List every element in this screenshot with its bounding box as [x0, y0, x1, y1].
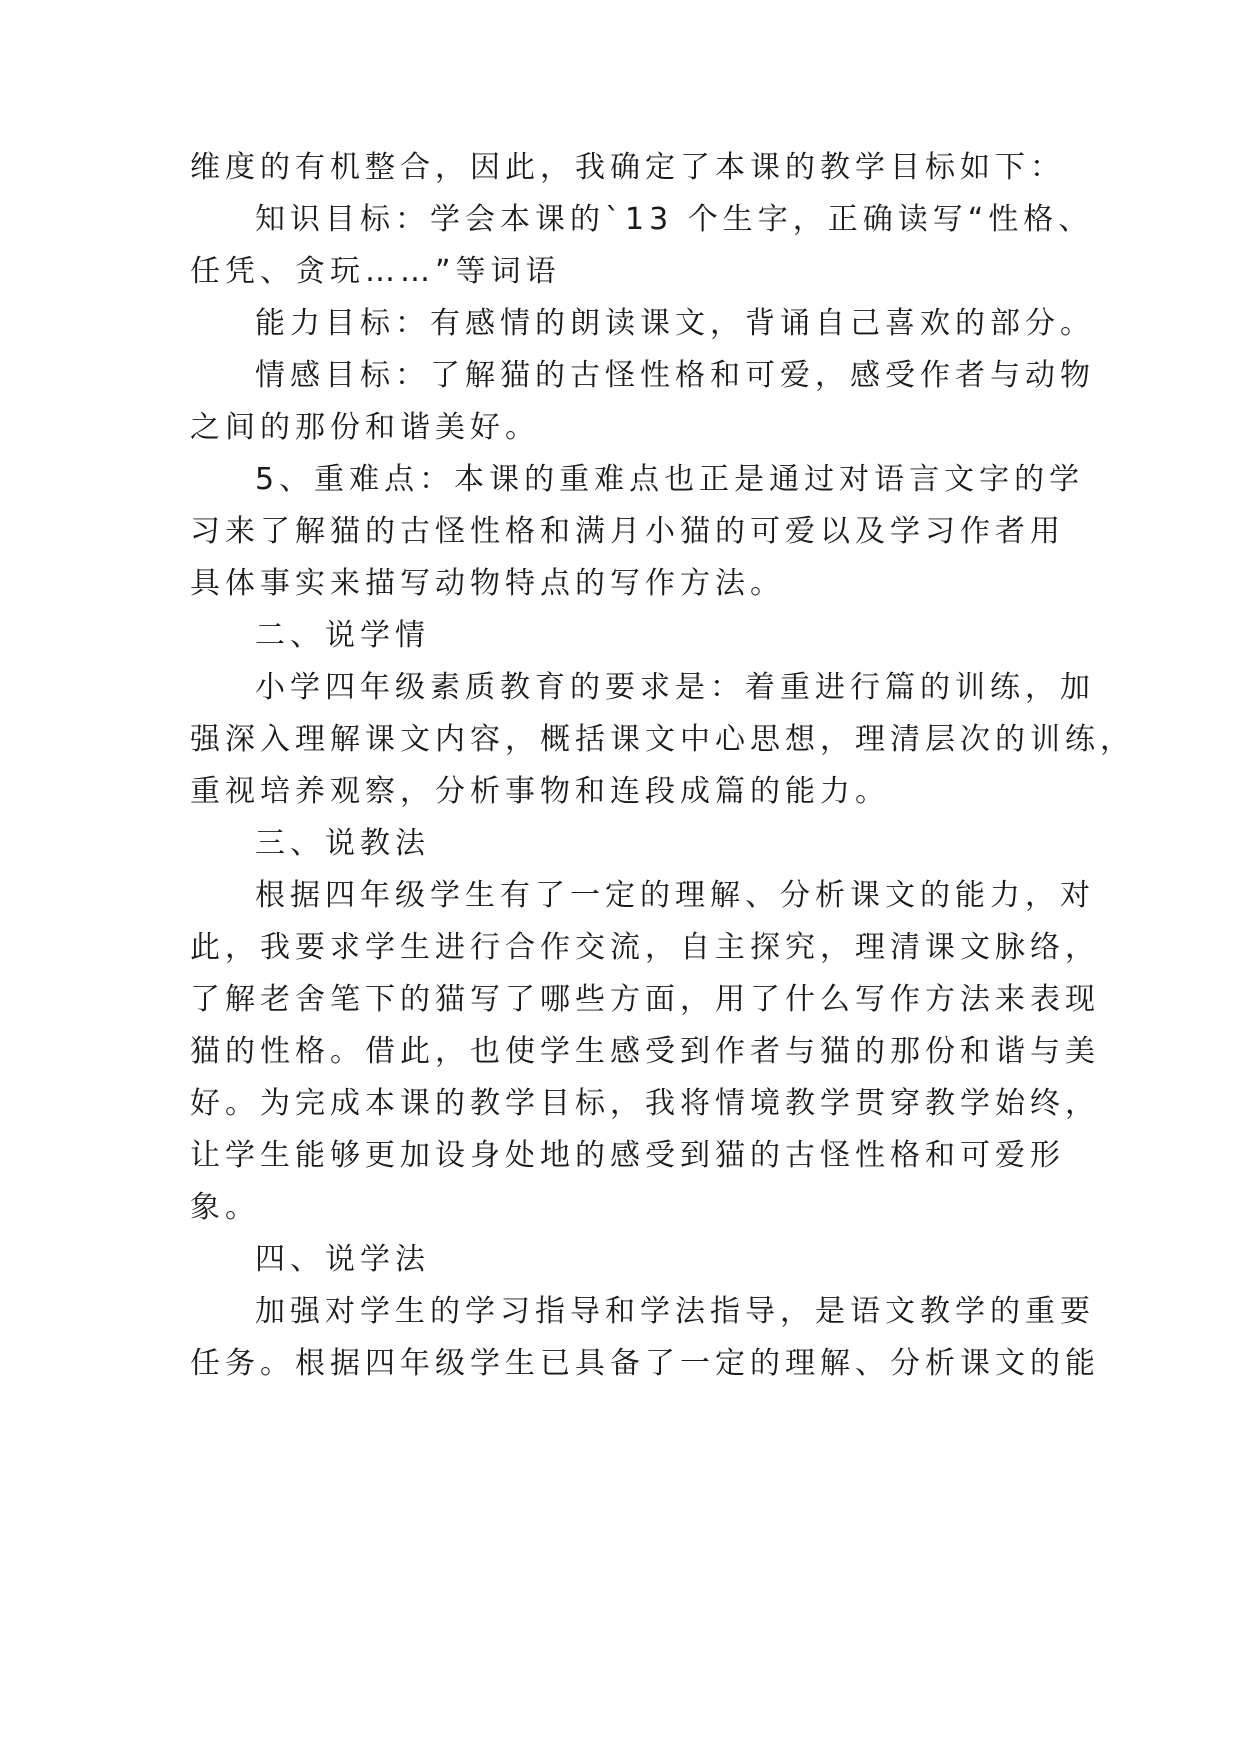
paragraph-line: 习来了解猫的古怪性格和满月小猫的可爱以及学习作者用	[190, 514, 1065, 549]
paragraph-line: 知识目标：学会本课的`13 个生字，正确读写“性格、	[255, 202, 1094, 237]
paragraph-line: 具体事实来描写动物特点的写作方法。	[190, 566, 785, 601]
paragraph-line: 根据四年级学生有了一定的理解、分析课文的能力，对	[255, 878, 1095, 913]
paragraph-line: 象。	[190, 1190, 260, 1225]
paragraph-line: 此，我要求学生进行合作交流，自主探究，理清课文脉络，	[190, 930, 1100, 965]
paragraph-line: 猫的性格。借此，也使学生感受到作者与猫的那份和谐与美	[190, 1034, 1100, 1069]
section-heading: 三、说教法	[255, 826, 430, 861]
paragraph-line: 5、重难点：本课的重难点也正是通过对语言文字的学	[255, 462, 1085, 497]
paragraph-line: 能力目标：有感情的朗读课文，背诵自己喜欢的部分。	[255, 306, 1095, 341]
paragraph-line: 维度的有机整合，因此，我确定了本课的教学目标如下：	[190, 150, 1065, 185]
section-heading: 四、说学法	[255, 1242, 430, 1277]
paragraph-line: 之间的那份和谐美好。	[190, 410, 540, 445]
paragraph-line: 任凭、贪玩……”等词语	[190, 254, 561, 289]
paragraph-line: 重视培养观察，分析事物和连段成篇的能力。	[190, 774, 890, 809]
paragraph-line: 让学生能够更加设身处地的感受到猫的古怪性格和可爱形	[190, 1138, 1065, 1173]
paragraph-line: 小学四年级素质教育的要求是：着重进行篇的训练，加	[255, 670, 1095, 705]
paragraph-line: 好。为完成本课的教学目标，我将情境教学贯穿教学始终，	[190, 1086, 1100, 1121]
section-heading: 二、说学情	[255, 618, 430, 653]
paragraph-line: 强深入理解课文内容，概括课文中心思想，理清层次的训练，	[190, 722, 1135, 757]
paragraph-line: 了解老舍笔下的猫写了哪些方面，用了什么写作方法来表现	[190, 982, 1100, 1017]
paragraph-line: 加强对学生的学习指导和学法指导，是语文教学的重要	[255, 1294, 1095, 1329]
paragraph-line: 情感目标：了解猫的古怪性格和可爱，感受作者与动物	[255, 358, 1095, 393]
paragraph-line: 任务。根据四年级学生已具备了一定的理解、分析课文的能	[190, 1346, 1100, 1381]
